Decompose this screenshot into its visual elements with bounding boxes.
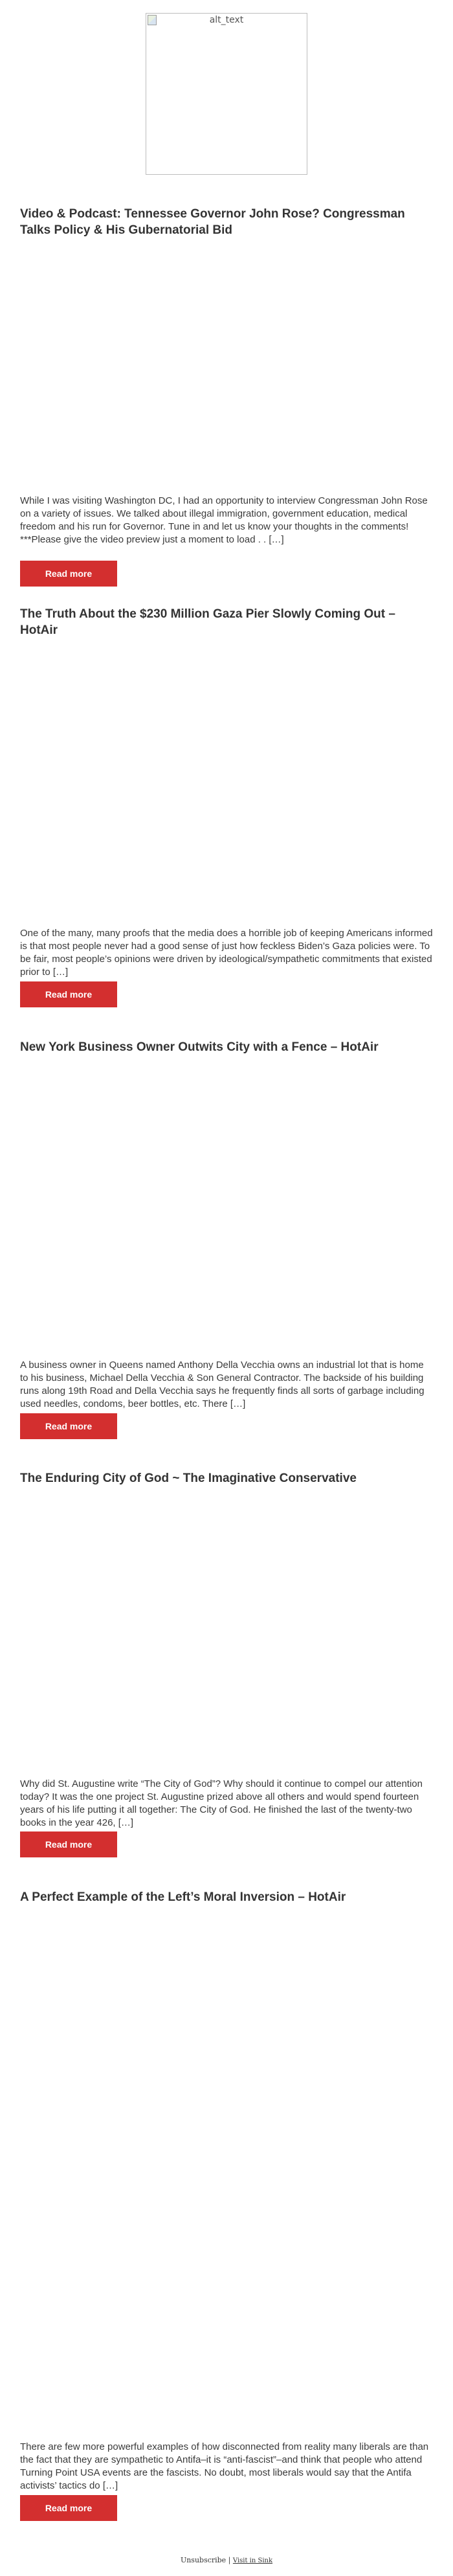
read-more-button[interactable]: Read more	[20, 2495, 117, 2521]
read-more-button[interactable]: Read more	[20, 1831, 117, 1857]
post-excerpt: There are few more powerful examples of how disconnected from reality many liberals are than the fact that they are sympathetic to Antifa–it is “anti-fascist”–and think that people who attend Turning Point USA events are the fascists. No doubt, most liberals would say that the Antifa activists’ tactics do […]	[20, 2441, 429, 2491]
post-excerpt: While I was visiting Washington DC, I had an opportunity to interview Congressman John Rose on a variety of issues. We talked about illegal immigration, government education, medical freedom and his run for Governor. Tune in and let us know your thoughts in the comments! ***Please give the video preview just a moment to load . . […]	[20, 495, 428, 545]
visit-link[interactable]: Visit in Sink	[232, 2557, 273, 2564]
post-3	[20, 1039, 434, 1431]
read-more-button[interactable]: Read more	[20, 561, 117, 587]
email-footer	[0, 2556, 453, 2564]
read-more-button[interactable]: Read more	[20, 981, 117, 1007]
post-5	[20, 1889, 434, 2513]
post-title[interactable]: New York Business Owner Outwits City with a Fence – HotAir	[20, 1040, 379, 1054]
post-4	[20, 1470, 434, 1850]
unsubscribe-text[interactable]: Unsubscribe |	[180, 2556, 231, 2564]
post-excerpt: One of the many, many proofs that the media does a horrible job of keeping Americans informed is that most people never had a good sense of just how feckless Biden’s Gaza policies were. To be fair, most people’s opinions were driven by ideological/sympathetic commitments that existed prior to […]	[20, 928, 433, 978]
post-excerpt: Why did St. Augustine write “The City of God”? Why should it continue to compel our attention today? It was the one project St. Augustine prized above all others and would spend fourteen years of his life putting it all together: The City of God. He finished the last of the twenty-two books in the year 426, […]	[20, 1778, 423, 1828]
post-1	[20, 206, 434, 579]
post-title[interactable]: The Enduring City of God ~ The Imaginative Conservative	[20, 1472, 357, 1485]
post-title[interactable]: Video & Podcast: Tennessee Governor John Rose? Congressman Talks Policy & His Gubernatorial Bid	[20, 207, 405, 237]
header-logo-area	[0, 13, 453, 175]
read-more-button[interactable]: Read more	[20, 1413, 117, 1439]
post-2	[20, 606, 434, 1000]
logo-alt-text: alt_text	[209, 15, 244, 25]
logo-image-placeholder	[146, 13, 307, 175]
post-excerpt: A business owner in Queens named Anthony Della Vecchia owns an industrial lot that is home to his business, Michael Della Vecchia & Son General Contractor. The backside of his building runs along 19th Road and Della Vecchia says he frequently finds all sorts of garbage including used needles, condoms, beer bottles, etc. There […]	[20, 1360, 425, 1409]
post-title[interactable]: The Truth About the $230 Million Gaza Pier Slowly Coming Out – HotAir	[20, 607, 395, 637]
post-title[interactable]: A Perfect Example of the Left’s Moral Inversion – HotAir	[20, 1890, 346, 1904]
